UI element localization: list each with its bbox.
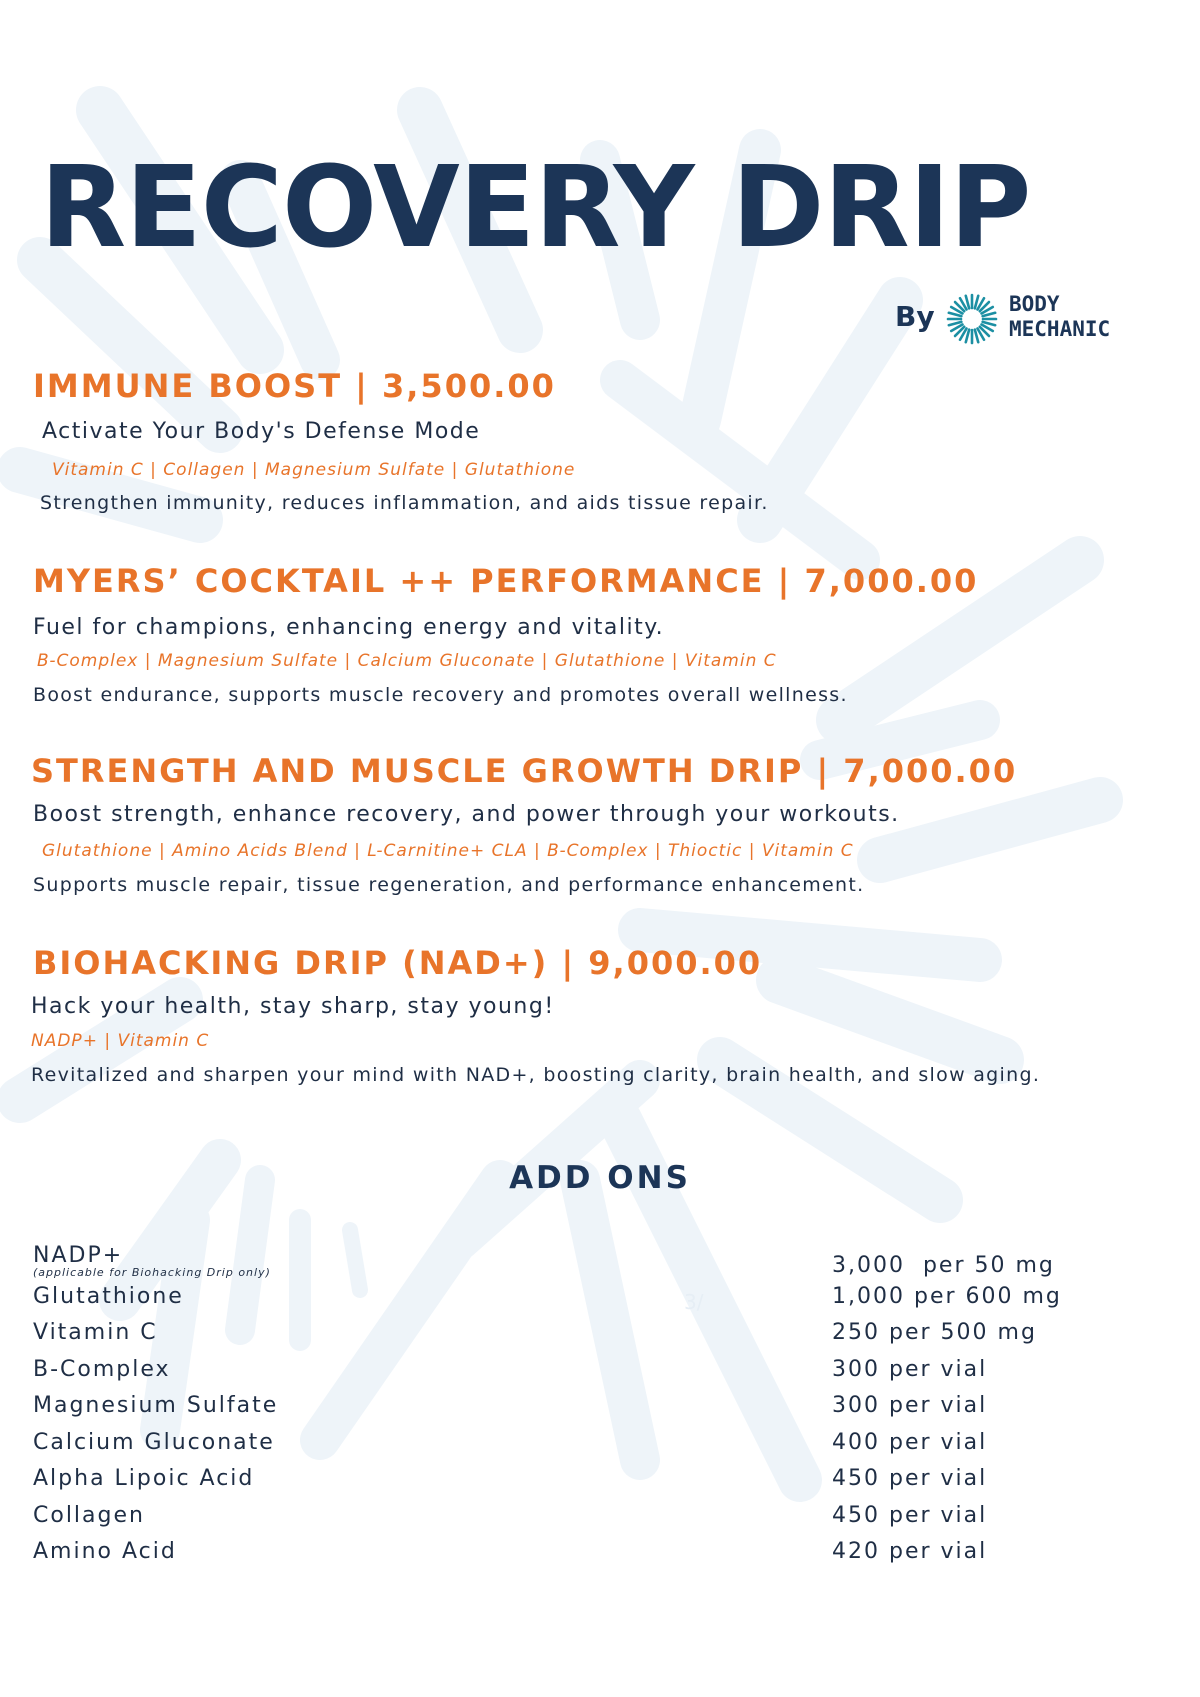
drip-title: STRENGTH AND MUSCLE GROWTH DRIP | 7,000.00	[31, 752, 1018, 790]
faint-watermark-text: 3/	[684, 1290, 704, 1314]
brand-block	[895, 290, 1155, 350]
addon-price: 300 per vial	[832, 1357, 988, 1382]
drip-ingredients: NADP+ | Vitamin C	[31, 1031, 210, 1051]
drip-tagline: Activate Your Body's Defense Mode	[42, 419, 481, 444]
addon-name: Magnesium Sulfate	[33, 1393, 279, 1418]
drip-ingredients: B-Complex | Magnesium Sulfate | Calcium Gluconate | Glutathione | Vitamin C	[37, 651, 777, 671]
brand-name-line1: BODY	[1009, 292, 1060, 316]
drip-title: BIOHACKING DRIP (NAD+) | 9,000.00	[33, 944, 763, 982]
addon-row	[0, 1392, 1200, 1426]
addon-price: 420 per vial	[832, 1539, 988, 1564]
addon-name: NADP+	[33, 1243, 124, 1268]
addon-name: Alpha Lipoic Acid	[33, 1466, 255, 1491]
drip-ingredients: Vitamin C | Collagen | Magnesium Sulfate | Glutathione	[52, 460, 576, 480]
addon-name: Calcium Gluconate	[33, 1430, 275, 1455]
brand-name-line2: MECHANIC	[1009, 317, 1111, 341]
addon-price: 1,000 per 600 mg	[832, 1284, 1062, 1309]
drip-tagline: Boost strength, enhance recovery, and power through your workouts.	[33, 802, 900, 827]
brand-name	[1009, 292, 1110, 342]
page-title: RECOVERY DRIP	[40, 143, 1031, 273]
drip-benefit: Strengthen immunity, reduces inflammation, and aids tissue repair.	[40, 492, 769, 514]
drip-ingredients: Glutathione | Amino Acids Blend | L-Carnitine+ CLA | B-Complex | Thioctic | Vitamin C	[42, 841, 854, 861]
addon-row	[0, 1283, 1200, 1317]
addon-row	[0, 1319, 1200, 1353]
addon-name: Amino Acid	[33, 1539, 177, 1564]
addon-price: 300 per vial	[832, 1393, 988, 1418]
addon-row	[0, 1429, 1200, 1463]
addon-name: B-Complex	[33, 1357, 171, 1382]
addon-note: (applicable for Biohacking Drip only)	[33, 1266, 271, 1279]
drip-tagline: Fuel for champions, enhancing energy and vitality.	[33, 615, 665, 640]
body-mechanic-logo-icon	[945, 292, 999, 346]
drip-benefit: Supports muscle repair, tissue regeneration, and performance enhancement.	[33, 874, 865, 896]
drip-title: MYERS’ COCKTAIL ++ PERFORMANCE | 7,000.00	[33, 562, 979, 600]
addon-row	[0, 1502, 1200, 1536]
addon-name: Collagen	[33, 1503, 145, 1528]
addons-heading: ADD ONS	[509, 1160, 691, 1196]
addon-row	[0, 1538, 1200, 1572]
drip-tagline: Hack your health, stay sharp, stay young!	[31, 994, 555, 1019]
drip-benefit: Boost endurance, supports muscle recovery and promotes overall wellness.	[33, 684, 848, 706]
addon-price: 3,000 per 50 mg	[832, 1253, 1055, 1278]
addon-row	[0, 1465, 1200, 1499]
addon-name: Vitamin C	[33, 1320, 158, 1345]
addon-price: 400 per vial	[832, 1430, 988, 1455]
addon-price: 450 per vial	[832, 1503, 988, 1528]
addon-price: 450 per vial	[832, 1466, 988, 1491]
drip-benefit: Revitalized and sharpen your mind with NAD+, boosting clarity, brain health, and slow aging.	[31, 1064, 1041, 1086]
drip-title: IMMUNE BOOST | 3,500.00	[33, 367, 556, 405]
addon-row	[0, 1356, 1200, 1390]
addon-name: Glutathione	[33, 1284, 184, 1309]
brand-by-label: By	[895, 300, 935, 333]
addon-price: 250 per 500 mg	[832, 1320, 1037, 1345]
